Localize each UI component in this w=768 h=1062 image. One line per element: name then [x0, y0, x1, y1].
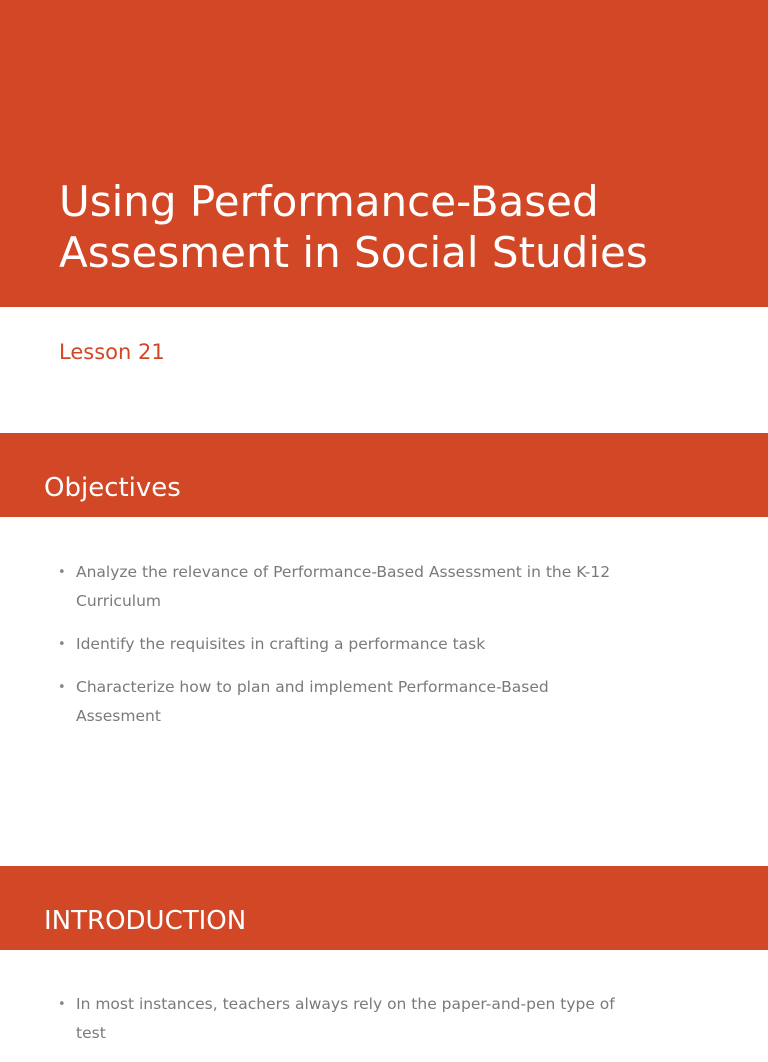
presentation-title [59, 176, 749, 278]
introduction-list [58, 990, 618, 1062]
title-line-1: Using Performance-Based [59, 177, 599, 226]
title-slide [0, 0, 768, 433]
title-line-2: Assesment in Social Studies [59, 228, 648, 277]
lesson-subtitle: Lesson 21 [59, 340, 165, 364]
objectives-heading: Objectives [44, 473, 181, 503]
objectives-slide [0, 433, 768, 866]
list-item [58, 558, 618, 616]
bullet-icon: • [58, 997, 66, 1012]
list-item [58, 673, 618, 731]
objective-text: Identify the requisites in crafting a performance task [76, 635, 486, 653]
introduction-heading: INTRODUCTION [44, 906, 247, 936]
bullet-icon: • [58, 680, 66, 695]
introduction-slide [0, 866, 768, 1042]
list-item [58, 990, 618, 1048]
objective-text: Analyze the relevance of Performance-Based Assessment in the K-12 Curriculum [76, 563, 611, 610]
objectives-list [58, 558, 618, 745]
title-banner [0, 0, 768, 307]
introduction-header-bar [0, 866, 768, 950]
objectives-header-bar [0, 433, 768, 517]
bullet-icon: • [58, 565, 66, 580]
list-item [58, 630, 618, 659]
bullet-icon: • [58, 637, 66, 652]
introduction-text: In most instances, teachers always rely on the paper-and-pen type of test [76, 995, 615, 1042]
objective-text: Characterize how to plan and implement Performance-Based Assesment [76, 678, 549, 725]
